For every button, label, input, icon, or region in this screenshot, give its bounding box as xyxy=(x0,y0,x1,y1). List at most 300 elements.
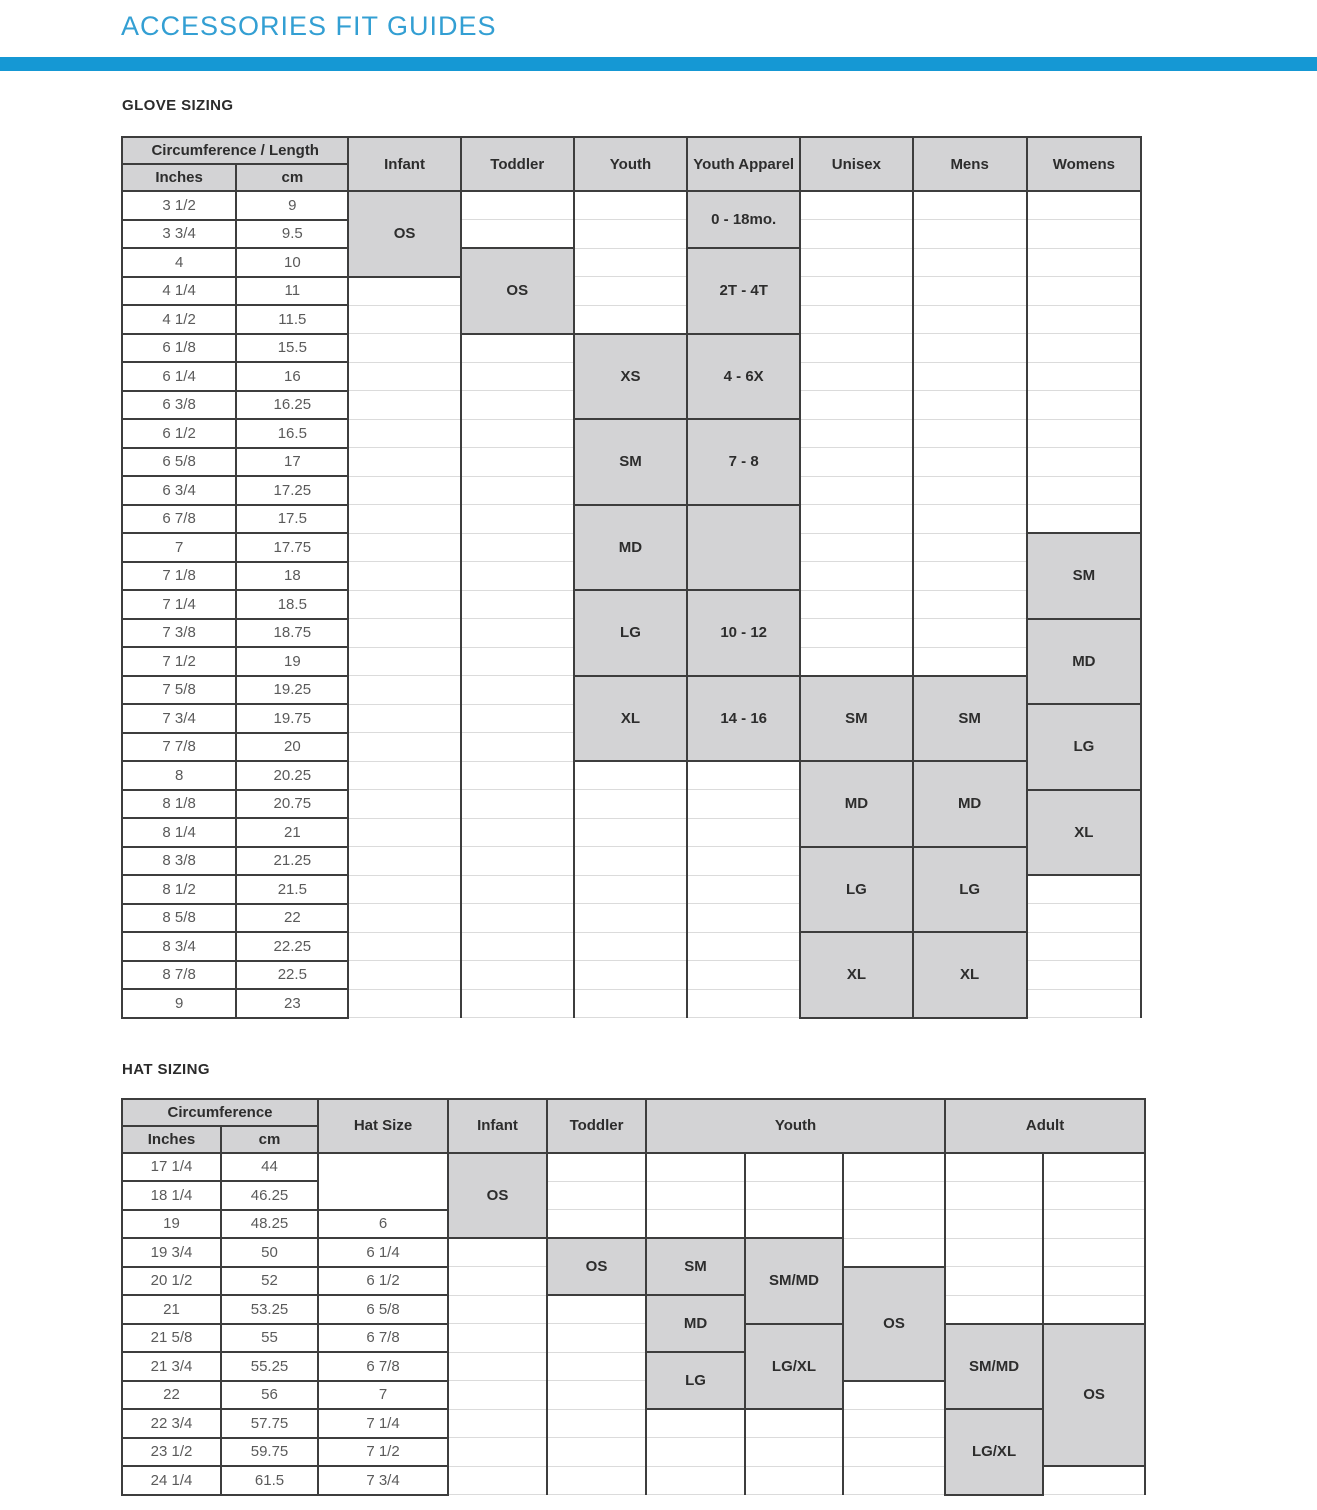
table-row xyxy=(122,1409,1145,1438)
table-row xyxy=(122,277,1141,306)
empty-cell xyxy=(913,419,1027,448)
empty-cell xyxy=(574,875,687,904)
empty-cell xyxy=(945,1210,1043,1239)
hat-size-value-7-1-2: 7 1/2 xyxy=(318,1438,448,1467)
cm-value: 20.25 xyxy=(236,761,348,790)
header-youth: Youth xyxy=(574,137,687,191)
empty-cell xyxy=(547,1210,646,1239)
empty-cell xyxy=(461,932,574,961)
empty-cell xyxy=(800,362,912,391)
empty-cell xyxy=(547,1352,646,1381)
inches-value: 7 1/2 xyxy=(122,647,236,676)
empty-cell xyxy=(348,305,460,334)
table-row xyxy=(122,1210,1145,1239)
empty-cell xyxy=(843,1181,945,1210)
cm-value: 19.25 xyxy=(236,676,348,705)
glove-table-header xyxy=(122,137,1141,191)
empty-cell xyxy=(461,961,574,990)
header-womens: Womens xyxy=(1027,137,1141,191)
empty-cell xyxy=(945,1153,1043,1182)
empty-cell xyxy=(745,1153,843,1182)
hat-size-value-6-7-8: 6 7/8 xyxy=(318,1324,448,1353)
empty-cell xyxy=(348,733,460,762)
header-inches: Inches xyxy=(122,1126,221,1153)
empty-cell xyxy=(348,362,460,391)
empty-cell xyxy=(547,1381,646,1410)
cm-value: 11 xyxy=(236,277,348,306)
empty-cell xyxy=(1043,1153,1145,1182)
empty-cell xyxy=(913,647,1027,676)
empty-cell xyxy=(1043,1466,1145,1495)
table-row xyxy=(122,676,1141,705)
hat-size-value-6-1-4: 6 1/4 xyxy=(318,1238,448,1267)
inches-value: 23 1/2 xyxy=(122,1438,221,1467)
empty-cell xyxy=(800,505,912,534)
header-infant: Infant xyxy=(348,137,460,191)
table-row xyxy=(122,1238,1145,1267)
empty-cell xyxy=(461,676,574,705)
empty-cell xyxy=(448,1295,547,1324)
cm-value: 61.5 xyxy=(221,1466,318,1495)
empty-cell xyxy=(448,1352,547,1381)
empty-cell xyxy=(461,448,574,477)
empty-cell xyxy=(687,904,800,933)
size-cell-10-12: 10 - 12 xyxy=(687,590,800,676)
inches-value: 8 5/8 xyxy=(122,904,236,933)
size-cell-xl: XL xyxy=(913,932,1027,1018)
empty-cell xyxy=(646,1210,745,1239)
empty-cell xyxy=(461,790,574,819)
empty-cell xyxy=(745,1466,843,1495)
empty-cell xyxy=(348,334,460,363)
empty-cell xyxy=(1027,220,1141,249)
header-cm: cm xyxy=(236,164,348,191)
empty-cell xyxy=(348,391,460,420)
empty-cell xyxy=(461,334,574,363)
empty-cell xyxy=(574,932,687,961)
inches-value: 21 xyxy=(122,1295,221,1324)
cm-value: 22.5 xyxy=(236,961,348,990)
inches-value: 4 xyxy=(122,248,236,277)
empty-cell xyxy=(800,590,912,619)
size-cell-lg: LG xyxy=(800,847,912,933)
empty-cell xyxy=(745,1210,843,1239)
empty-cell xyxy=(913,619,1027,648)
empty-cell xyxy=(461,875,574,904)
empty-cell xyxy=(348,761,460,790)
cm-value: 53.25 xyxy=(221,1295,318,1324)
empty-cell xyxy=(913,448,1027,477)
empty-cell xyxy=(348,904,460,933)
size-cell-os: OS xyxy=(461,248,574,334)
cm-value: 18 xyxy=(236,562,348,591)
empty-cell xyxy=(646,1181,745,1210)
cm-value: 16.25 xyxy=(236,391,348,420)
hat-sizing-table xyxy=(121,1098,1146,1496)
empty-cell xyxy=(348,989,460,1018)
size-cell-lg: LG xyxy=(1027,704,1141,790)
empty-cell xyxy=(1027,248,1141,277)
empty-cell xyxy=(574,220,687,249)
empty-cell xyxy=(574,305,687,334)
size-cell-os: OS xyxy=(348,191,460,277)
inches-value: 17 1/4 xyxy=(122,1153,221,1182)
size-cell-sm: SM xyxy=(574,419,687,505)
empty-cell xyxy=(646,1153,745,1182)
table-row xyxy=(122,761,1141,790)
empty-cell xyxy=(348,875,460,904)
size-cell-xl: XL xyxy=(1027,790,1141,876)
empty-cell xyxy=(547,1181,646,1210)
empty-cell xyxy=(687,818,800,847)
size-cell-sm: SM xyxy=(913,676,1027,762)
inches-value: 7 5/8 xyxy=(122,676,236,705)
cm-value: 9.5 xyxy=(236,220,348,249)
empty-cell xyxy=(461,562,574,591)
empty-cell xyxy=(800,248,912,277)
inches-value: 21 3/4 xyxy=(122,1352,221,1381)
inches-value: 8 1/8 xyxy=(122,790,236,819)
empty-cell xyxy=(461,904,574,933)
empty-cell xyxy=(461,818,574,847)
empty-cell xyxy=(1027,904,1141,933)
empty-cell xyxy=(348,676,460,705)
empty-cell xyxy=(800,448,912,477)
size-cell-xs: XS xyxy=(574,334,687,420)
header-unisex: Unisex xyxy=(800,137,912,191)
empty-cell xyxy=(547,1153,646,1182)
empty-cell xyxy=(913,305,1027,334)
empty-cell xyxy=(1027,989,1141,1018)
empty-cell xyxy=(745,1181,843,1210)
size-cell-blank xyxy=(687,505,800,591)
size-cell-xl: XL xyxy=(574,676,687,762)
cm-value: 18.75 xyxy=(236,619,348,648)
empty-cell xyxy=(1043,1295,1145,1324)
empty-cell xyxy=(1027,334,1141,363)
empty-cell xyxy=(1027,277,1141,306)
empty-cell xyxy=(461,847,574,876)
cm-value: 18.5 xyxy=(236,590,348,619)
cm-value: 44 xyxy=(221,1153,318,1182)
inches-value: 6 1/2 xyxy=(122,419,236,448)
empty-cell xyxy=(687,790,800,819)
inches-value: 8 3/4 xyxy=(122,932,236,961)
accent-bar xyxy=(0,57,1317,71)
empty-cell xyxy=(461,505,574,534)
size-cell-os: OS xyxy=(448,1153,547,1239)
cm-value: 22 xyxy=(236,904,348,933)
empty-cell xyxy=(800,562,912,591)
empty-cell xyxy=(913,277,1027,306)
header-toddler: Toddler xyxy=(461,137,574,191)
empty-cell xyxy=(843,1238,945,1267)
empty-cell xyxy=(745,1409,843,1438)
header-circumference: Circumference xyxy=(122,1099,318,1126)
cm-value: 17.25 xyxy=(236,476,348,505)
header-adult: Adult xyxy=(945,1099,1145,1153)
empty-cell xyxy=(646,1466,745,1495)
empty-cell xyxy=(448,1324,547,1353)
empty-cell xyxy=(843,1409,945,1438)
table-row xyxy=(122,191,1141,220)
empty-cell xyxy=(687,932,800,961)
empty-cell xyxy=(1027,932,1141,961)
empty-cell xyxy=(348,790,460,819)
empty-cell xyxy=(1027,391,1141,420)
empty-cell xyxy=(913,334,1027,363)
cm-value: 16.5 xyxy=(236,419,348,448)
empty-cell xyxy=(574,847,687,876)
empty-cell xyxy=(348,647,460,676)
size-cell-md: MD xyxy=(800,761,912,847)
empty-cell xyxy=(843,1381,945,1410)
header-cm: cm xyxy=(221,1126,318,1153)
cm-value: 59.75 xyxy=(221,1438,318,1467)
empty-cell xyxy=(800,191,912,220)
size-cell-sm-md: SM/MD xyxy=(745,1238,843,1324)
cm-value: 21 xyxy=(236,818,348,847)
inches-value: 8 7/8 xyxy=(122,961,236,990)
empty-cell xyxy=(1027,476,1141,505)
cm-value: 17.75 xyxy=(236,533,348,562)
cm-value: 16 xyxy=(236,362,348,391)
inches-value: 22 xyxy=(122,1381,221,1410)
empty-cell xyxy=(461,476,574,505)
cm-value: 23 xyxy=(236,989,348,1018)
page-title: ACCESSORIES FIT GUIDES xyxy=(121,11,497,41)
hat-table-body xyxy=(122,1153,1145,1495)
size-cell-md: MD xyxy=(574,505,687,591)
empty-cell xyxy=(448,1438,547,1467)
empty-cell xyxy=(461,733,574,762)
cm-value: 15.5 xyxy=(236,334,348,363)
inches-value: 8 3/8 xyxy=(122,847,236,876)
empty-cell xyxy=(800,334,912,363)
glove-sizing-heading: GLOVE SIZING xyxy=(122,97,234,114)
cm-value: 11.5 xyxy=(236,305,348,334)
empty-cell xyxy=(461,647,574,676)
empty-cell xyxy=(348,932,460,961)
cm-value: 10 xyxy=(236,248,348,277)
table-row xyxy=(122,1181,1145,1210)
empty-cell xyxy=(646,1409,745,1438)
hat-size-value-6: 6 xyxy=(318,1210,448,1239)
empty-cell xyxy=(574,277,687,306)
cm-value: 50 xyxy=(221,1238,318,1267)
empty-cell xyxy=(348,562,460,591)
table-row xyxy=(122,590,1141,619)
empty-cell xyxy=(745,1438,843,1467)
empty-cell xyxy=(348,277,460,306)
header-youth-apparel: Youth Apparel xyxy=(687,137,800,191)
table-row xyxy=(122,505,1141,534)
empty-cell xyxy=(913,590,1027,619)
empty-cell xyxy=(448,1381,547,1410)
empty-cell xyxy=(913,505,1027,534)
inches-value: 8 1/2 xyxy=(122,875,236,904)
inches-value: 7 3/8 xyxy=(122,619,236,648)
empty-cell xyxy=(461,619,574,648)
empty-cell xyxy=(687,961,800,990)
empty-cell xyxy=(574,818,687,847)
empty-cell xyxy=(1027,305,1141,334)
table-row xyxy=(122,248,1141,277)
empty-cell xyxy=(1027,419,1141,448)
empty-cell xyxy=(574,904,687,933)
empty-cell xyxy=(448,1267,547,1296)
inches-value: 21 5/8 xyxy=(122,1324,221,1353)
empty-cell xyxy=(800,619,912,648)
empty-cell xyxy=(913,362,1027,391)
empty-cell xyxy=(348,818,460,847)
hat-table-header xyxy=(122,1099,1145,1153)
table-row xyxy=(122,1295,1145,1324)
inches-value: 6 1/4 xyxy=(122,362,236,391)
size-cell-md: MD xyxy=(646,1295,745,1352)
inches-value: 6 5/8 xyxy=(122,448,236,477)
empty-cell xyxy=(800,305,912,334)
empty-cell xyxy=(547,1466,646,1495)
empty-cell xyxy=(574,248,687,277)
empty-cell xyxy=(687,875,800,904)
size-cell-14-16: 14 - 16 xyxy=(687,676,800,762)
inches-value: 7 xyxy=(122,533,236,562)
inches-value: 4 1/4 xyxy=(122,277,236,306)
empty-cell xyxy=(461,362,574,391)
cm-value: 19 xyxy=(236,647,348,676)
empty-cell xyxy=(1027,191,1141,220)
empty-cell xyxy=(913,533,1027,562)
size-cell-xl: XL xyxy=(800,932,912,1018)
empty-cell xyxy=(348,704,460,733)
empty-cell xyxy=(1043,1181,1145,1210)
empty-cell xyxy=(913,391,1027,420)
inches-value: 6 1/8 xyxy=(122,334,236,363)
empty-cell xyxy=(574,989,687,1018)
empty-cell xyxy=(1027,875,1141,904)
empty-cell xyxy=(913,562,1027,591)
table-row xyxy=(122,305,1141,334)
inches-value: 19 xyxy=(122,1210,221,1239)
empty-cell xyxy=(800,220,912,249)
empty-cell xyxy=(800,647,912,676)
empty-cell xyxy=(461,590,574,619)
header-row xyxy=(122,137,1141,164)
hat-size-value-6-7-8: 6 7/8 xyxy=(318,1352,448,1381)
hat-size-value-7-3-4: 7 3/4 xyxy=(318,1466,448,1495)
empty-cell xyxy=(461,761,574,790)
size-cell-7-8: 7 - 8 xyxy=(687,419,800,505)
inches-value: 7 1/4 xyxy=(122,590,236,619)
inches-value: 8 xyxy=(122,761,236,790)
empty-cell xyxy=(1027,362,1141,391)
inches-value: 24 1/4 xyxy=(122,1466,221,1495)
size-cell-sm: SM xyxy=(800,676,912,762)
inches-value: 20 1/2 xyxy=(122,1267,221,1296)
inches-value: 7 1/8 xyxy=(122,562,236,591)
empty-cell xyxy=(348,847,460,876)
cm-value: 52 xyxy=(221,1267,318,1296)
size-cell-sm: SM xyxy=(1027,533,1141,619)
empty-cell xyxy=(348,590,460,619)
empty-cell xyxy=(448,1238,547,1267)
header-inches: Inches xyxy=(122,164,236,191)
empty-cell xyxy=(913,191,1027,220)
empty-cell xyxy=(574,790,687,819)
empty-cell xyxy=(547,1295,646,1324)
empty-cell xyxy=(800,391,912,420)
cm-value: 17 xyxy=(236,448,348,477)
empty-cell xyxy=(800,277,912,306)
empty-cell xyxy=(800,476,912,505)
cm-value: 56 xyxy=(221,1381,318,1410)
empty-cell xyxy=(913,476,1027,505)
cm-value: 46.25 xyxy=(221,1181,318,1210)
empty-cell xyxy=(547,1324,646,1353)
cm-value: 57.75 xyxy=(221,1409,318,1438)
empty-cell xyxy=(461,391,574,420)
header-toddler: Toddler xyxy=(547,1099,646,1153)
cm-value: 21.25 xyxy=(236,847,348,876)
empty-cell xyxy=(461,419,574,448)
header-infant: Infant xyxy=(448,1099,547,1153)
empty-cell xyxy=(800,533,912,562)
empty-cell xyxy=(1027,505,1141,534)
header-circumference-length: Circumference / Length xyxy=(122,137,348,164)
empty-cell xyxy=(574,191,687,220)
empty-cell xyxy=(1027,961,1141,990)
hat-size-value-6-1-2: 6 1/2 xyxy=(318,1267,448,1296)
empty-cell xyxy=(800,419,912,448)
empty-cell xyxy=(348,961,460,990)
empty-cell xyxy=(461,220,574,249)
cm-value: 22.25 xyxy=(236,932,348,961)
inches-value: 6 7/8 xyxy=(122,505,236,534)
header-youth: Youth xyxy=(646,1099,945,1153)
inches-value: 18 1/4 xyxy=(122,1181,221,1210)
size-cell-lg: LG xyxy=(913,847,1027,933)
size-cell-lg-xl: LG/XL xyxy=(745,1324,843,1410)
empty-cell xyxy=(574,961,687,990)
cm-value: 48.25 xyxy=(221,1210,318,1239)
size-cell-md: MD xyxy=(1027,619,1141,705)
inches-value: 7 3/4 xyxy=(122,704,236,733)
empty-cell xyxy=(687,761,800,790)
empty-cell xyxy=(461,191,574,220)
empty-cell xyxy=(945,1181,1043,1210)
empty-cell xyxy=(348,419,460,448)
empty-cell xyxy=(843,1438,945,1467)
header-mens: Mens xyxy=(913,137,1027,191)
empty-cell xyxy=(574,761,687,790)
size-cell-sm: SM xyxy=(646,1238,745,1295)
inches-value: 3 3/4 xyxy=(122,220,236,249)
inches-value: 22 3/4 xyxy=(122,1409,221,1438)
empty-cell xyxy=(461,704,574,733)
hat-sizing-heading: HAT SIZING xyxy=(122,1060,210,1078)
size-cell-sm-md: SM/MD xyxy=(945,1324,1043,1410)
size-cell-2t-4t: 2T - 4T xyxy=(687,248,800,334)
size-cell-4-6x: 4 - 6X xyxy=(687,334,800,420)
empty-cell xyxy=(547,1409,646,1438)
cm-value: 9 xyxy=(236,191,348,220)
empty-cell xyxy=(945,1238,1043,1267)
table-row xyxy=(122,1153,1145,1182)
empty-cell xyxy=(448,1409,547,1438)
empty-cell xyxy=(843,1466,945,1495)
empty-cell xyxy=(448,1466,547,1495)
